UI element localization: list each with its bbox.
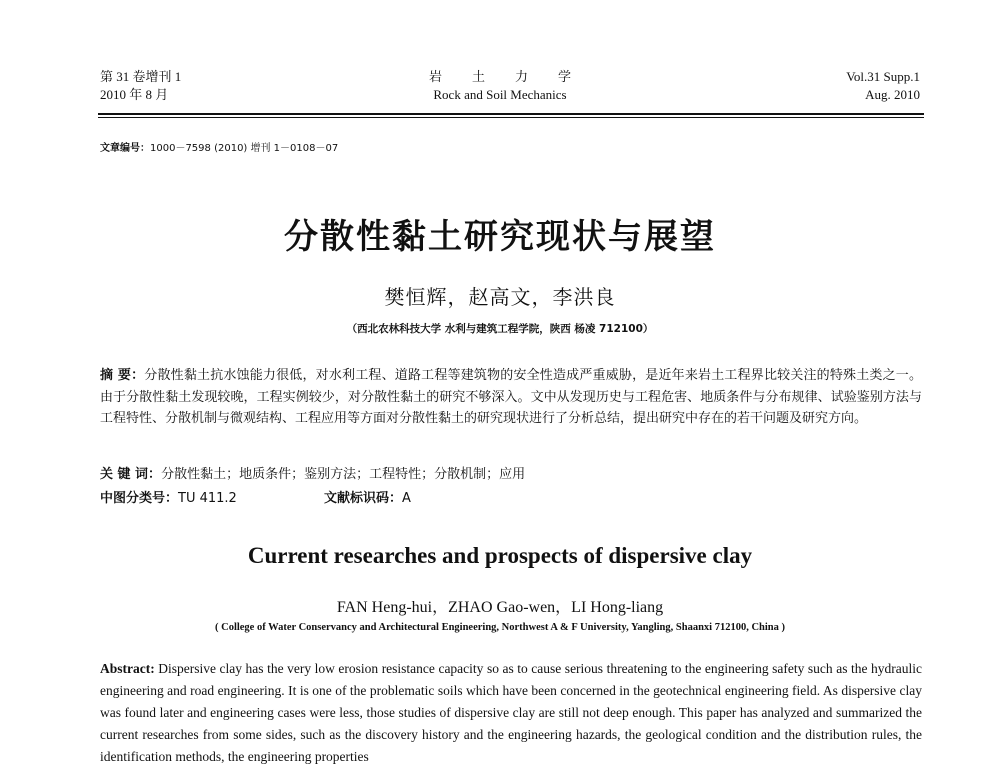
affiliation-en: ( College of Water Conservancy and Architectural Engineering, Northwest A & F University, Yangling, Shaanxi 712100, China ) (214, 622, 786, 633)
doc-code-value: A (402, 491, 411, 506)
keywords-zh (100, 463, 922, 482)
volume-zh: 第 31 卷增刊 1 (100, 69, 182, 84)
clc-value: TU 411.2 (178, 491, 237, 506)
article-number (100, 139, 338, 154)
journal-name-en: Rock and Soil Mechanics (433, 87, 567, 102)
abstract-en (100, 658, 922, 768)
abstract-en-text: Dispersive clay has the very low erosion resistance capacity so as to cause serious threatening to the engineering safety such as the hydraulic engineering and road engineering. It is one of the problematic soils which have been concerned in the geotechnical engineering field. As dispersive clay was found later and engineering cases were less, those studies of dispersive clay are still not deep enough. This paper has analyzed and summarized the current researches from some sides, such as the discovery history and the engineering hazards, the geological condition and the distribution rules, the identification methods, the engineering properties (100, 661, 922, 764)
doc-code (324, 487, 411, 506)
abstract-en-label: Abstract: (100, 661, 155, 676)
doc-code-label: 文献标识码： (324, 491, 403, 506)
clc-label: 中图分类号： (100, 491, 179, 506)
paper-title-zh: 分散性黏土研究现状与展望 (284, 217, 716, 257)
keywords-zh-text: 分散性黏土；地质条件；鉴别方法；工程特性；分散机制；应用 (161, 467, 526, 482)
date-en: Aug. 2010 (865, 87, 920, 102)
authors-zh: 樊恒辉，赵高文，李洪良 (384, 285, 616, 309)
classification-line (100, 487, 922, 506)
abstract-zh-label: 摘 要： (100, 368, 145, 383)
header-left (100, 68, 181, 104)
article-number-label: 文章编号： (100, 143, 150, 154)
article-number-value: 1000－7598 (2010) 增刊 1－0108－07 (150, 143, 339, 154)
abstract-zh-text: 分散性黏土抗水蚀能力很低，对水利工程、道路工程等建筑物的安全性造成严重威胁，是近年来岩土工程界比较关注的特殊土类之一。由于分散性黏土发现较晚，工程实例较少，对分散性黏土的研究不够深入。文中从发现历史与工程危害、地质条件与分布规律、试验鉴别方法与工程特性、分散机制与微观结构、工程应用等方面对分散性黏土的研究现状进行了分析总结，提出研究中存在的若干问题及研究方向。 (100, 368, 922, 426)
header-right (846, 68, 920, 104)
paper-title-en: Current researches and prospects of dispersive clay (247, 543, 753, 568)
header-rule-thick (98, 113, 924, 115)
volume-en: Vol.31 Supp.1 (846, 69, 920, 84)
abstract-zh (100, 365, 922, 430)
authors-en: FAN Heng-hui，ZHAO Gao-wen，LI Hong-liang (336, 599, 664, 616)
keywords-zh-label: 关 键 词： (100, 467, 162, 482)
affiliation-zh: （西北农林科技大学 水利与建筑工程学院，陕西 杨凌 712100） (346, 323, 654, 335)
date-zh: 2010 年 8 月 (100, 87, 169, 102)
journal-name-zh: 岩土力学 (428, 69, 601, 84)
header-rule-thin (98, 117, 924, 118)
header-center (370, 68, 630, 104)
